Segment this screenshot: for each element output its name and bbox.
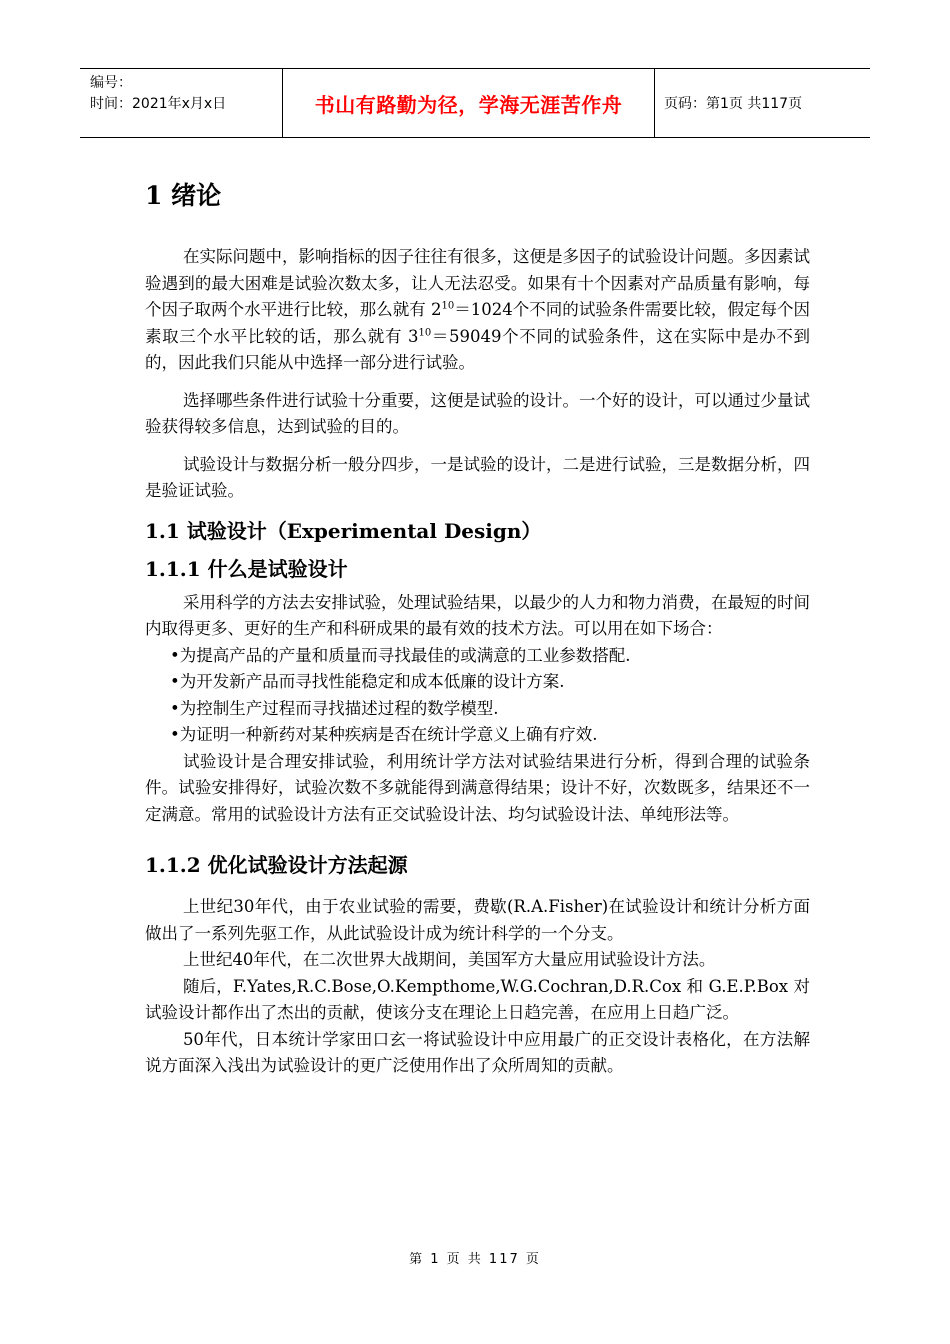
section-1-1-2-paragraph-4: 50年代，日本统计学家田口玄一将试验设计中应用最广的正交设计表格化，在方法解说方面深入浅出为试验设计的更广泛使用作出了众所周知的贡献。 — [145, 1029, 810, 1075]
header-page-info: 页码：第1页 共117页 — [664, 96, 803, 112]
page-footer: 第 1 页 共 117 页 — [409, 1252, 541, 1267]
header-time: 时间：2021年x月x日 — [90, 96, 227, 112]
list-item: •为控制生产过程而寻找描述过程的数学模型. — [170, 698, 499, 718]
section-1-1-1-paragraph-2: 试验设计是合理安排试验，利用统计学方法对试验结果进行分析，得到合理的试验条件。试验安排得好，试验次数不多就能得到满意得结果；设计不好，次数既多，结果还不一定满意。常用的试验设计方法有正交试验设计法、均匀试验设计法、单纯形法等。 — [145, 751, 810, 824]
list-item: •为证明一种新药对某种疾病是否在统计学意义上确有疗效. — [170, 725, 598, 744]
intro-paragraph-2: 选择哪些条件进行试验十分重要，这便是试验的设计。一个好的设计，可以通过少量试验获得较多信息，达到试验的目的。 — [145, 390, 810, 436]
section-1-1-2-paragraph-1: 上世纪30年代，由于农业试验的需要，费歇(R.A.Fisher)在试验设计和统计分析方面做出了一系列先驱工作，从此试验设计成为统计科学的一个分支。 — [145, 897, 810, 943]
intro-paragraph-3: 试验设计与数据分析一般分四步，一是试验的设计，二是进行试验，三是数据分析，四是验证试验。 — [145, 454, 810, 500]
header-motto: 书山有路勤为径，学海无涯苦作舟 — [282, 69, 655, 137]
section-1-1-title: 1.1 试验设计（Experimental Design） — [145, 518, 542, 543]
list-item: •为提高产品的产量和质量而寻找最佳的或满意的工业参数搭配. — [170, 645, 631, 665]
section-1-1-1-paragraph-1: 采用科学的方法去安排试验，处理试验结果，以最少的人力和物力消费，在最短的时间内取得更多、更好的生产和科研成果的最有效的技术方法。可以用在如下场合： — [145, 592, 810, 638]
exponent-1: 10 — [441, 300, 455, 312]
header-meta — [80, 69, 282, 137]
chapter-title: 1 绪论 — [145, 181, 222, 210]
intro-p1-part-b: ＝1024个不同的试验条件需要比较，假定每个因素取三个水平比较的话，那么就有 3 — [145, 300, 810, 346]
document-body — [145, 170, 810, 1080]
intro-p1-part-c: ＝59049个不同的试验条件，这在实际中是办不到的，因此我们只能从中选择一部分进行试验。 — [145, 326, 810, 372]
section-1-1-2-title: 1.1.2 优化试验设计方法起源 — [145, 853, 408, 877]
intro-paragraph-1 — [145, 244, 810, 377]
section-1-1-2-paragraph-3: 随后，F.Yates,R.C.Bose,O.Kempthome,W.G.Cochran,D.R.Cox 和 G.E.P.Box 对试验设计都作出了杰出的贡献，使该分支在理论上日趋完善，在应用上日趋广泛。 — [145, 976, 810, 1022]
application-list — [145, 643, 810, 749]
section-1-1-2-paragraph-2: 上世纪40年代，在二次世界大战期间，美国军方大量应用试验设计方法。 — [182, 950, 716, 969]
page-header — [80, 68, 870, 138]
exponent-2: 10 — [418, 327, 432, 338]
list-item: •为开发新产品而寻找性能稳定和成本低廉的设计方案. — [170, 672, 565, 691]
section-1-1-1-title: 1.1.1 什么是试验设计 — [145, 556, 348, 581]
intro-p1-part-a: 在实际问题中，影响指标的因子往往有很多，这便是多因子的试验设计问题。多因素试验遇到的最大困难是试验次数太多，让人无法忍受。如果有十个因素对产品质量有影响，每个因子取两个水平进行比较，那么就有 2 — [145, 247, 810, 319]
header-number: 编号： — [90, 75, 132, 91]
